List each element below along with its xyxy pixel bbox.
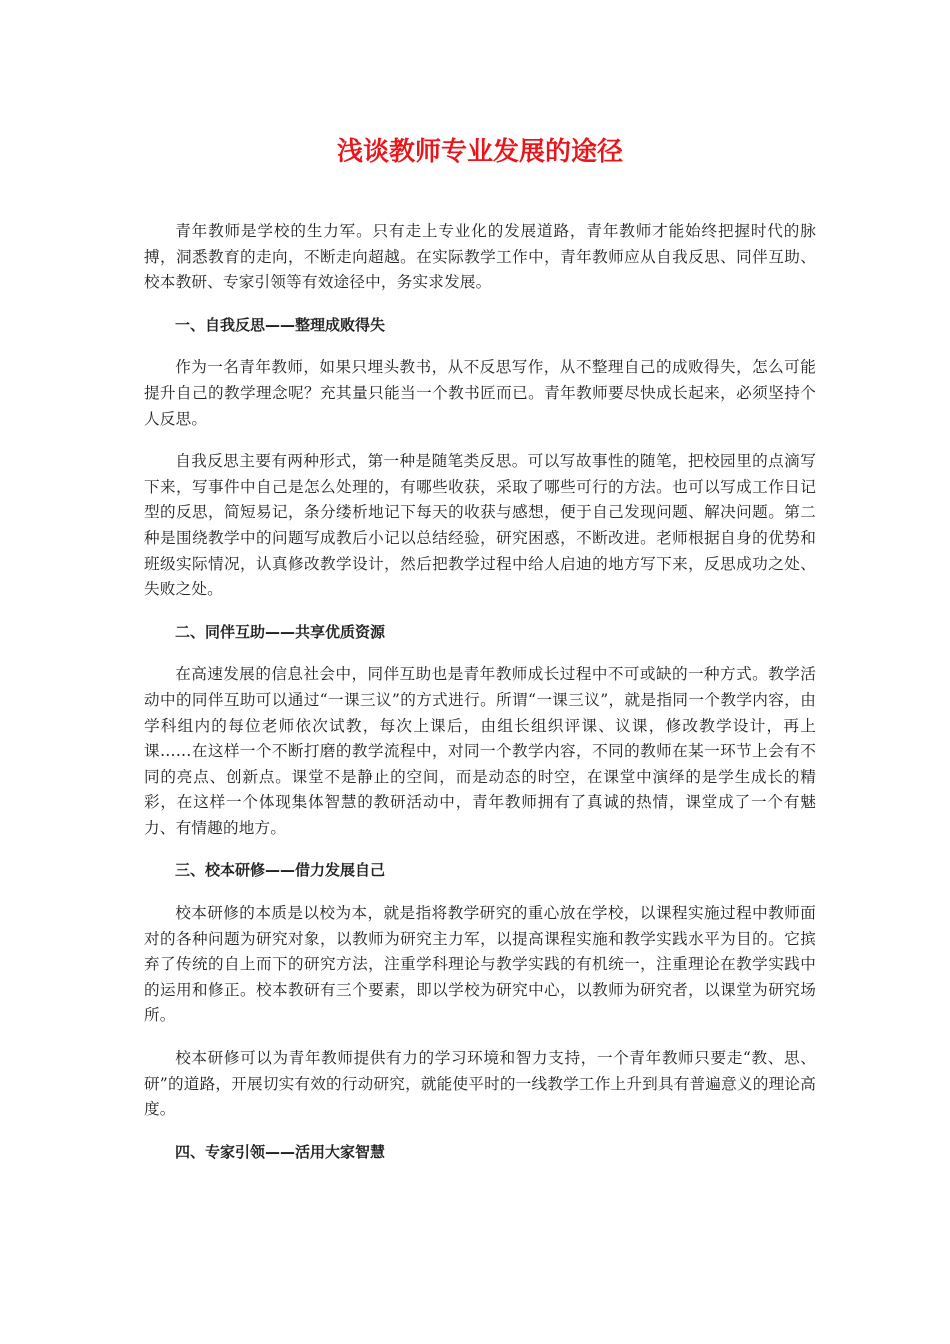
section-heading-expert-guidance: 四、专家引领——活用大家智慧: [175, 1142, 386, 1161]
section-3-paragraph-2: 校本研修可以为青年教师提供有力的学习环境和智力支持，一个青年教师只要走“教、思、研”的道路，开展切实有效的行动研究，就能使平时的一线教学工作上升到具有普遍意义的理论高度。: [144, 1049, 816, 1119]
intro-paragraph: 青年教师是学校的生力军。只有走上专业化的发展道路，青年教师才能始终把握时代的脉搏，洞悉教育的走向，不断走向超越。在实际教学工作中，青年教师应从自我反思、同伴互助、校本教研、专家引领等有效途径中，务实求发展。: [144, 222, 816, 292]
document-title: 浅谈教师专业发展的途径: [336, 137, 623, 167]
section-heading-peer-support: 二、同伴互助——共享优质资源: [175, 622, 386, 641]
section-1-paragraph-1: 作为一名青年教师，如果只埋头教书，从不反思写作，从不整理自己的成败得失，怎么可能提升自己的教学理念呢？充其量只能当一个教书匠而已。青年教师要尽快成长起来，必须坚持个人反思。: [144, 358, 816, 428]
section-1-paragraph-2: 自我反思主要有两种形式，第一种是随笔类反思。可以写故事性的随笔，把校园里的点滴写下来，写事件中自己是怎么处理的，有哪些收获，采取了哪些可行的方法。也可以写成工作日记型的反思，简短易记，条分缕析地记下每天的收获与感想，便于自己发现问题、解决问题。第二种是围绕教学中的问题写成教后小记以总结经验，研究困惑，不断改进。老师根据自身的优势和班级实际情况，认真修改教学设计，然后把教学过程中给人启迪的地方写下来，反思成功之处、失败之处。: [144, 452, 816, 599]
section-heading-self-reflection: 一、自我反思——整理成败得失: [175, 315, 386, 334]
section-3-paragraph-1: 校本研修的本质是以校为本，就是指将教学研究的重心放在学校，以课程实施过程中教师面对的各种问题为研究对象，以教师为研究主力军，以提高课程实施和教学实践水平为目的。它摈弃了传统的自上而下的研究方法，注重学科理论与教学实践的有机统一，注重理论在教学实践中的运用和修正。校本教研有三个要素，即以学校为研究中心，以教师为研究者，以课堂为研究场所。: [144, 904, 816, 1025]
section-2-paragraph-1: 在高速发展的信息社会中，同伴互助也是青年教师成长过程中不可或缺的一种方式。教学活动中的同伴互助可以通过“一课三议”的方式进行。所谓“一课三议”，就是指同一个教学内容，由学科组内的每位老师依次试教，每次上课后，由组长组织评课、议课，修改教学设计，再上课……在这样一个不断打磨的教学流程中，对同一个教学内容，不同的教师在某一环节上会有不同的亮点、创新点。课堂不是静止的空间，而是动态的时空，在课堂中演绎的是学生成长的精彩，在这样一个体现集体智慧的教研活动中，青年教师拥有了真诚的热情，课堂成了一个有魅力、有情趣的地方。: [144, 665, 816, 837]
document-body: [144, 219, 816, 1182]
section-heading-school-based-training: 三、校本研修——借力发展自己: [175, 861, 386, 880]
